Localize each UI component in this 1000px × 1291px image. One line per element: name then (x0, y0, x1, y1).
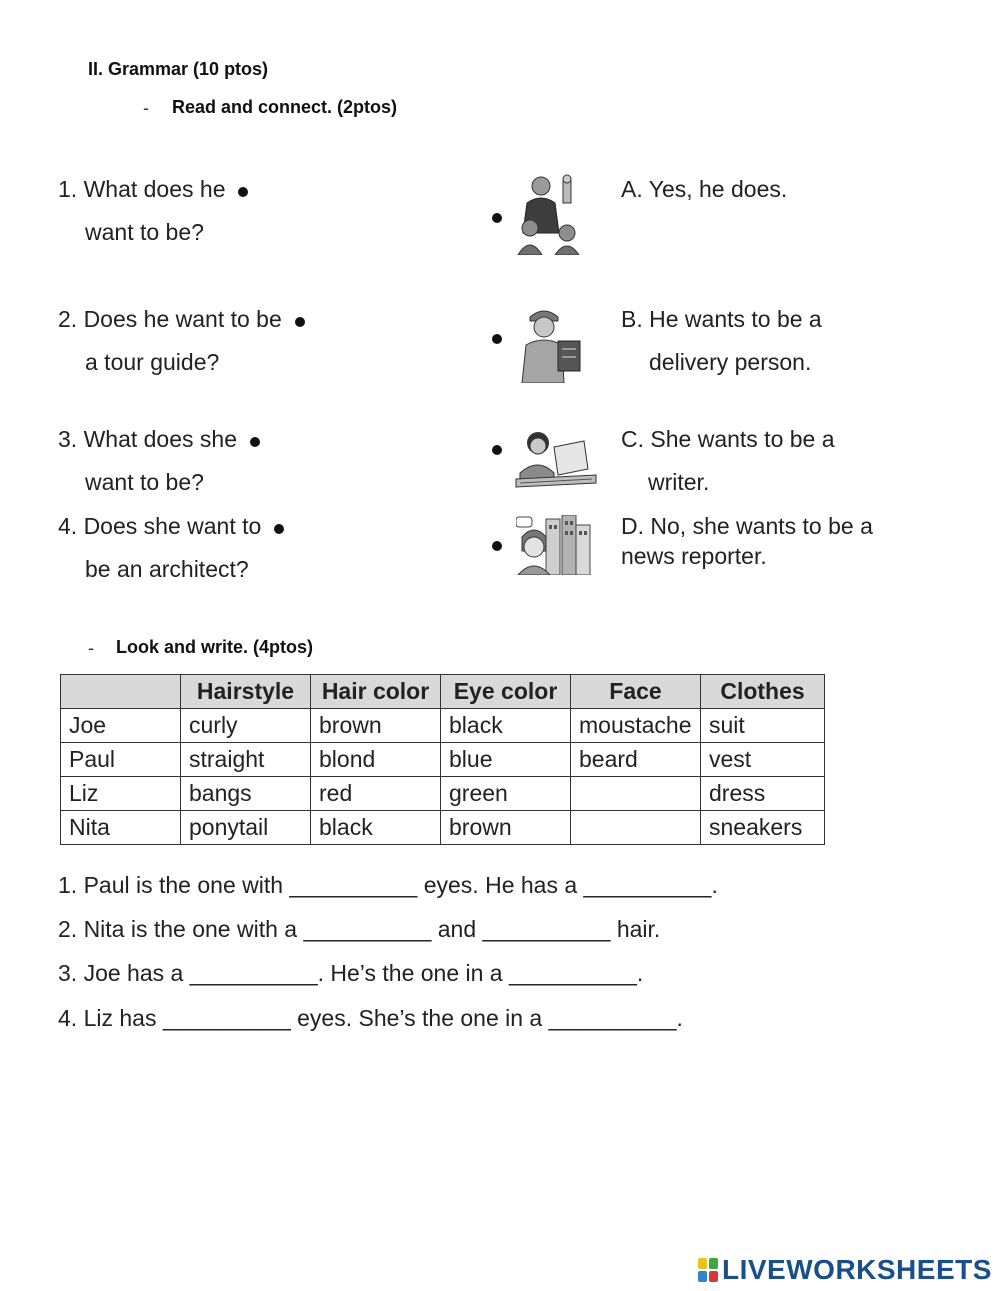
news-reporter-image (516, 515, 592, 575)
connect-dot-q4[interactable] (274, 524, 284, 534)
fill-sentence-1[interactable]: 1. Paul is the one with __________ eyes. He has a __________. (58, 872, 718, 898)
table-cell: sneakers (701, 811, 825, 845)
connect-dot-a[interactable] (492, 213, 502, 223)
section-title: II. Grammar (10 ptos) (88, 59, 269, 79)
table-cell: curly (181, 709, 311, 743)
fill-sentence-2[interactable]: 2. Nita is the one with a __________ and __________ hair. (58, 916, 661, 942)
logo-blocks-icon (698, 1258, 718, 1282)
table-cell: brown (311, 709, 441, 743)
bullet-dash-2: - (88, 638, 94, 658)
table-header: Hairstyle (181, 675, 311, 709)
answer-a: A. Yes, he does. (621, 176, 788, 202)
connect-dot-b[interactable] (492, 334, 502, 344)
table-header: Eye color (441, 675, 571, 709)
table-row (61, 743, 825, 777)
table-cell: moustache (571, 709, 701, 743)
table-cell: red (311, 777, 441, 811)
table-header: Clothes (701, 675, 825, 709)
logo-block (709, 1258, 718, 1269)
logo-block (709, 1271, 718, 1282)
table-cell: blue (441, 743, 571, 777)
part2-title: Look and write. (4ptos) (116, 637, 314, 657)
table-header: Face (571, 675, 701, 709)
connect-dot-q1[interactable] (238, 187, 248, 197)
table-cell: black (311, 811, 441, 845)
table-header: Hair color (311, 675, 441, 709)
writer-image (514, 429, 598, 491)
bullet-dash: - (143, 98, 149, 118)
logo-text: LIVEWORKSHEETS (722, 1254, 992, 1285)
question-4-line2: be an architect? (85, 556, 249, 582)
table-cell: suit (701, 709, 825, 743)
connect-dot-q2[interactable] (295, 317, 305, 327)
table-cell: black (441, 709, 571, 743)
table-row (61, 777, 825, 811)
table-cell: beard (571, 743, 701, 777)
answer-c: C. She wants to be a (621, 426, 835, 452)
part1-title: Read and connect. (2ptos) (172, 97, 398, 117)
question-3: 3. What does she (58, 426, 260, 453)
answer-c-line2: writer. (648, 469, 710, 495)
table-cell: straight (181, 743, 311, 777)
tour-guide-image (515, 173, 583, 255)
table-cell: blond (311, 743, 441, 777)
connect-dot-c[interactable] (492, 445, 502, 455)
logo-block (698, 1258, 707, 1269)
question-2: 2. Does he want to be (58, 306, 305, 333)
table-row (61, 709, 825, 743)
question-3-line2: want to be? (85, 469, 204, 495)
table-cell: Nita (61, 811, 181, 845)
table-cell: vest (701, 743, 825, 777)
logo-block (698, 1271, 707, 1282)
table-cell: bangs (181, 777, 311, 811)
table-cell (571, 811, 701, 845)
table-cell: Joe (61, 709, 181, 743)
delivery-person-image (518, 305, 584, 383)
answer-b-line2: delivery person. (649, 349, 812, 375)
table-header-row (61, 675, 825, 709)
question-4: 4. Does she want to (58, 513, 284, 540)
table-row (61, 811, 825, 845)
table-cell: ponytail (181, 811, 311, 845)
table-cell (571, 777, 701, 811)
table-cell: brown (441, 811, 571, 845)
answer-d: D. No, she wants to be a (621, 513, 873, 539)
answer-b: B. He wants to be a (621, 306, 822, 332)
connect-dot-d[interactable] (492, 541, 502, 551)
table-cell: green (441, 777, 571, 811)
features-table (60, 674, 825, 845)
table-cell: dress (701, 777, 825, 811)
question-2-line2: a tour guide? (85, 349, 220, 375)
question-1-line2: want to be? (85, 219, 204, 245)
connect-dot-q3[interactable] (250, 437, 260, 447)
table-header (61, 675, 181, 709)
table-cell: Paul (61, 743, 181, 777)
fill-sentence-3[interactable]: 3. Joe has a __________. He’s the one in a __________. (58, 960, 644, 986)
fill-sentence-4[interactable]: 4. Liz has __________ eyes. She’s the one in a __________. (58, 1005, 683, 1031)
liveworksheets-logo (698, 1254, 992, 1286)
table-cell: Liz (61, 777, 181, 811)
question-1: 1. What does he (58, 176, 248, 203)
answer-d-line2: news reporter. (621, 543, 767, 569)
